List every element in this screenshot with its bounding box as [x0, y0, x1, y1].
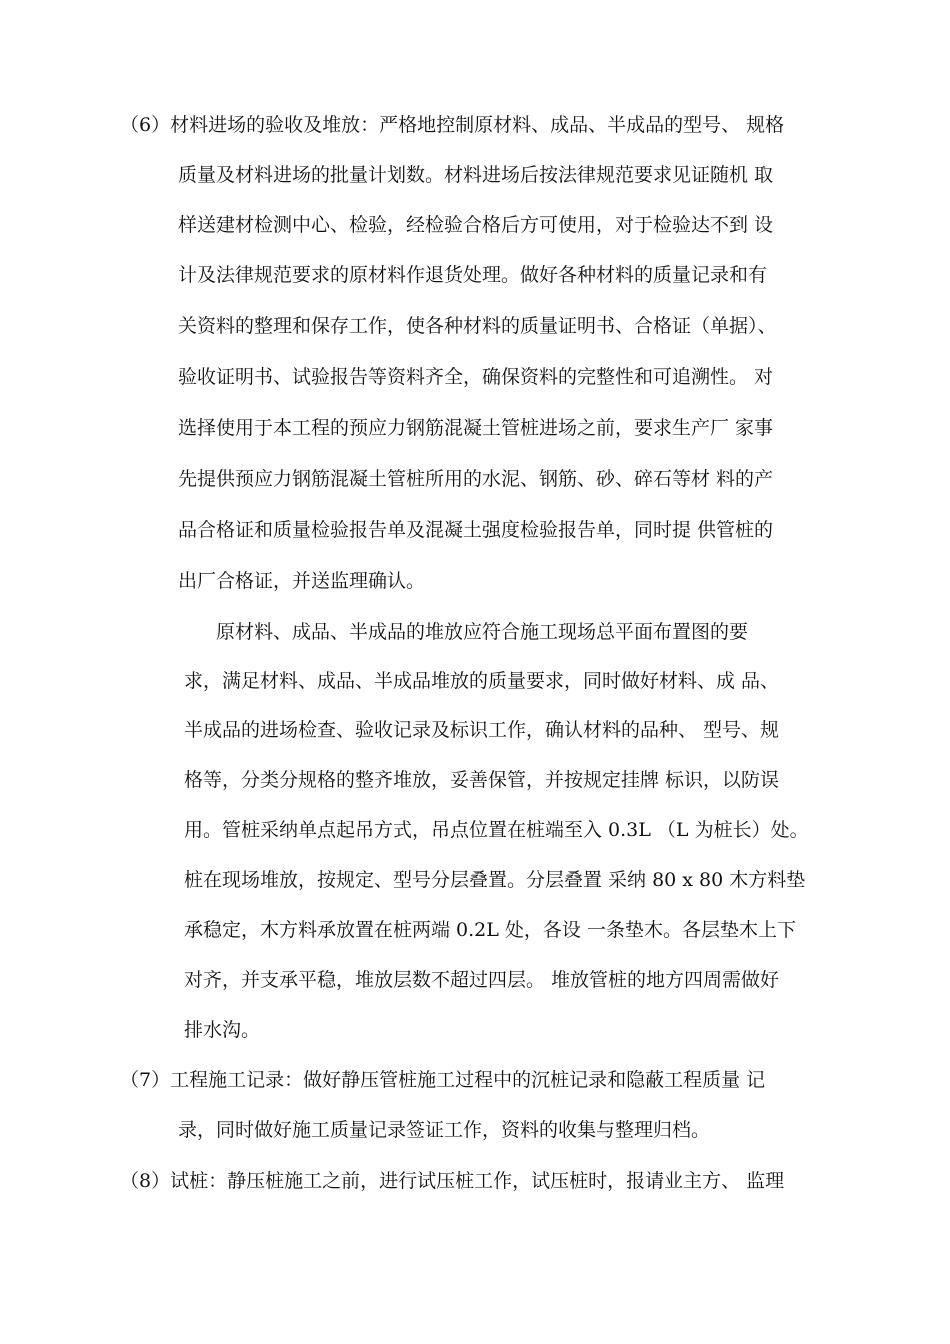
text-line: 承稳定，木方料承放置在桩两端 0.2L 处，各设 一条垫木。各层垫木上下 [184, 919, 796, 941]
text-line: 出厂合格证，并送监理确认。 [178, 570, 426, 592]
text-line: 计及法律规范要求的原材料作退货处理。做好各种材料的质量记录和有 [178, 264, 768, 286]
text-line: 选择使用于本工程的预应力钢筋混凝土管桩进场之前，要求生产厂 家事 [178, 417, 774, 439]
text-line: 桩在现场堆放，按规定、型号分层叠置。分层叠置 采纳 80 x 80 木方料垫 [184, 869, 806, 891]
text-line: 排水沟。 [184, 1019, 261, 1041]
text-line: （7）工程施工记录：做好静压管桩施工过程中的沉桩记录和隐蔽工程质量 记 [120, 1069, 766, 1091]
text-line: （6）材料进场的验收及堆放：严格地控制原材料、成品、半成品的型号、 规格 [120, 114, 785, 136]
text-line: 对齐，并支承平稳，堆放层数不超过四层。 堆放管桩的地方四周需做好 [184, 969, 780, 991]
text-line: 录，同时做好施工质量记录签证工作，资料的收集与整理归档。 [178, 1119, 711, 1141]
text-line: 原材料、成品、半成品的堆放应符合施工现场总平面布置图的要 [216, 621, 749, 643]
text-line: 关资料的整理和保存工作，使各种材料的质量证明书、合格证（单据）、 [178, 315, 777, 337]
text-line: 先提供预应力钢筋混凝土管桩所用的水泥、钢筋、砂、碎石等材 料的产 [178, 468, 774, 490]
text-line: 品合格证和质量检验报告单及混凝土强度检验报告单，同时提 供管桩的 [178, 519, 774, 541]
text-line: 半成品的进场检查、验收记录及标识工作，确认材料的品种、 型号、规 [184, 719, 780, 741]
text-line: 用。管桩采纳单点起吊方式，吊点位置在桩端至入 0.3L （L 为桩长）处。 [184, 819, 809, 841]
text-line: 求，满足材料、成品、半成品堆放的质量要求，同时做好材料、成 品、 [184, 670, 780, 692]
text-line: （8）试桩：静压桩施工之前，进行试压桩工作，试压桩时，报请业主方、 监理 [120, 1170, 785, 1192]
text-line: 验收证明书、试验报告等资料齐全，确保资料的完整性和可追溯性。 对 [178, 366, 774, 388]
text-line: 质量及材料进场的批量计划数。材料进场后按法律规范要求见证随机 取 [178, 164, 774, 186]
text-line: 样送建材检测中心、检验，经检验合格后方可使用，对于检验达不到 设 [178, 214, 774, 236]
text-line: 格等，分类分规格的整齐堆放，妥善保管，并按规定挂牌 标识，以防误 [184, 769, 780, 791]
